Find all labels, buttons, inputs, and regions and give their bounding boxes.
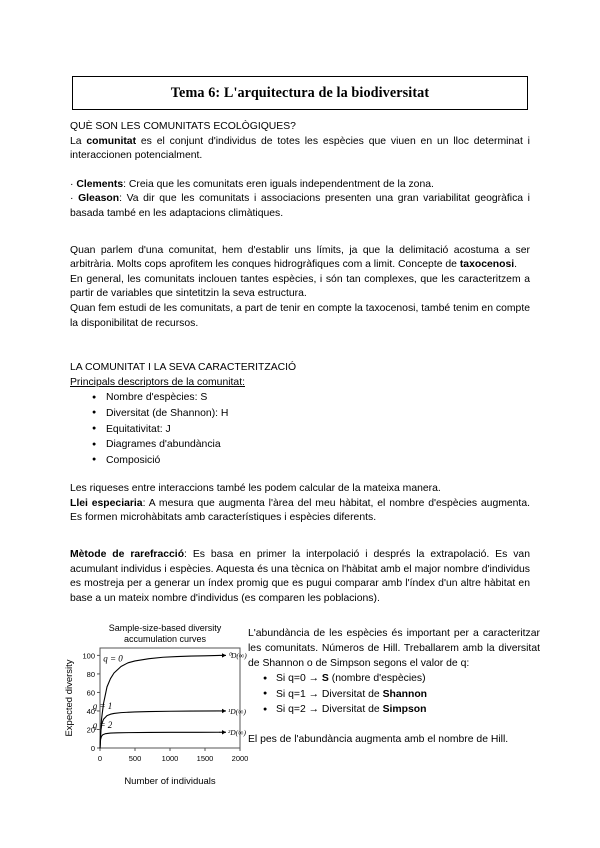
paragraph-abundancia: L'abundància de les espècies és important per a caracteritzar les comunitats. Números de Hill. Treballarem amb la diversitat de Shannon o de Simpson segons el valor de q: — [248, 628, 540, 669]
paragraph-estudi: Quan fem estudi de les comunitats, a part de tenir en compte la taxocenosi, també tenim en compte la disponibilitat de recursos. — [70, 302, 530, 329]
list-item: ● Diagrames d'abundància — [106, 437, 530, 453]
list-item: ● Composició — [106, 453, 530, 469]
svg-text:60: 60 — [86, 688, 95, 698]
heading-la-comunitat: LA COMUNITAT I LA SEVA CARACTERITZACIÓ — [70, 362, 297, 374]
svg-text:100: 100 — [82, 651, 95, 661]
text-fragment: . — [514, 259, 518, 271]
chart-annotations — [93, 651, 248, 737]
q-prefix: Si q=1 → Diversitat de — [276, 688, 383, 700]
q-prefix: Si q=2 → Diversitat de — [276, 704, 383, 716]
q-bold-term: S — [321, 673, 329, 684]
list-item: ● Equitativitat: J — [106, 422, 530, 438]
descriptors-list — [70, 390, 530, 468]
chart-curves — [100, 653, 226, 748]
svg-text:500: 500 — [128, 754, 142, 763]
paragraph-en-general: En general, les comunitats inclouen tantes espècies, i són tan complexes, que les caracteritzem a partir de variables que sintetitzin la seva estructura. — [70, 273, 530, 300]
svg-text:⁰D(∞): ⁰D(∞) — [228, 651, 247, 661]
diversity-accumulation-chart — [62, 612, 248, 800]
chart-title-line1: Sample-size-based diversity — [108, 623, 222, 633]
term-metode-rarefraccio: Mètode de rarefracció — [70, 549, 185, 561]
page-title: Tema 6: L'arquitectura de la biodiversitat — [170, 84, 430, 101]
dash-marker: · — [70, 178, 77, 190]
svg-text:1500: 1500 — [196, 754, 214, 763]
q-suffix: (nombre d'espècies) — [328, 673, 426, 684]
spacer — [70, 164, 530, 178]
list-item — [276, 702, 540, 718]
term-clements: Clements — [76, 178, 124, 190]
paragraph-pes-abundancia: El pes de l'abundància augmenta amb el nombre de Hill. — [248, 733, 509, 745]
right-column — [248, 626, 540, 747]
chart-x-ticks — [98, 748, 248, 763]
text-fragment: : A mesura que augmenta l'àrea del meu hàbitat, el nombre d'espècies augmenta. Es formen microhàbitats amb característiques i espècies diferents. — [70, 497, 530, 524]
chart-svg — [62, 612, 248, 800]
paragraph-metode-rarefraccio — [70, 548, 530, 606]
term-llei-especiaria: Llei especiaria — [70, 497, 143, 509]
spacer — [70, 222, 530, 244]
list-item: ● Diversitat (de Shannon): H — [106, 406, 530, 422]
underlined-heading-text: Principals descriptors de la comunitat: — [70, 376, 245, 388]
svg-text:²D(∞): ²D(∞) — [228, 728, 247, 738]
q-bold-term: Simpson — [382, 704, 427, 716]
spacer — [70, 526, 530, 548]
svg-text:¹D(∞): ¹D(∞) — [228, 706, 247, 716]
paragraph-llei-especiaria — [70, 497, 530, 526]
document-title-box — [72, 76, 528, 110]
text-fragment: es el conjunt d'individus de totes les espècies que viuen en un lloc determinat i interaccionen potencialment. — [70, 135, 530, 162]
svg-text:80: 80 — [86, 669, 95, 679]
svg-text:40: 40 — [86, 706, 95, 716]
bottom-section — [62, 612, 540, 802]
svg-text:q = 1: q = 1 — [92, 701, 113, 712]
document-body — [70, 120, 530, 606]
hill-numbers-list — [248, 671, 540, 718]
paragraph-clements — [70, 178, 530, 193]
text-fragment: : Va dir que les comunitats i associacions presenten una gran variabilitat geogràfica i basada també en les adaptacions climàtiques. — [70, 193, 530, 219]
svg-text:20: 20 — [86, 725, 95, 735]
chart-x-axis-label: Number of individuals — [124, 776, 216, 787]
paragraph-limits — [70, 244, 530, 273]
list-item: ● Nombre d'espècies: S — [106, 390, 530, 406]
paragraph-gleason — [70, 192, 530, 221]
text-fragment: : Creia que les comunitats eren iguals independentment de la zona. — [123, 178, 434, 190]
svg-text:0: 0 — [97, 754, 103, 763]
list-item — [276, 687, 540, 703]
list-item — [276, 671, 540, 687]
heading-principals-descriptors — [70, 376, 530, 391]
heading-que-son: QUÈ SON LES COMUNITATS ECOLÒGIQUES? — [70, 121, 296, 132]
q-prefix: Si q=0 → — [276, 673, 322, 684]
spacer — [248, 718, 540, 732]
svg-text:q = 2: q = 2 — [92, 720, 113, 731]
svg-text:2000: 2000 — [231, 754, 248, 763]
chart-y-axis-label: Expected diversity — [64, 659, 75, 737]
text-fragment: : Es basa en primer la interpolació i després la extrapolació. Es van acumulant individus i espècies. Aquesta és una tècnica on l'hàbitat amb el major nombre d'individus es mostreja per a generar un índex promig que es pugui comparar amb l'índex d'un altre hàbitat en base a un mateix nombre d'individus (es comparen les poblacions). — [70, 549, 530, 604]
svg-text:q = 0: q = 0 — [103, 653, 123, 664]
term-gleason: Gleason — [78, 193, 120, 205]
svg-text:0: 0 — [90, 744, 95, 753]
term-comunitat: comunitat — [86, 135, 137, 147]
spacer — [70, 331, 530, 361]
q-bold-term: Shannon — [382, 688, 428, 700]
text-fragment: Quan parlem d'una comunitat, hem d'establir uns límits, ja que la delimitació acostuma a ser arbitrària. Molts cops aprofitem les conques hidrogràfiques com a limit. Concepte de — [70, 244, 530, 271]
dash-marker: · — [70, 193, 79, 205]
paragraph-comunitat — [70, 135, 530, 164]
svg-text:1000: 1000 — [161, 754, 179, 763]
chart-title-line2: accumulation curves — [123, 634, 207, 644]
term-taxocenosi: taxocenosi — [459, 259, 515, 271]
text-fragment: La — [70, 135, 87, 147]
spacer — [70, 468, 530, 482]
paragraph-riqueses: Les riqueses entre interaccions també les podem calcular de la mateixa manera. — [70, 483, 441, 495]
